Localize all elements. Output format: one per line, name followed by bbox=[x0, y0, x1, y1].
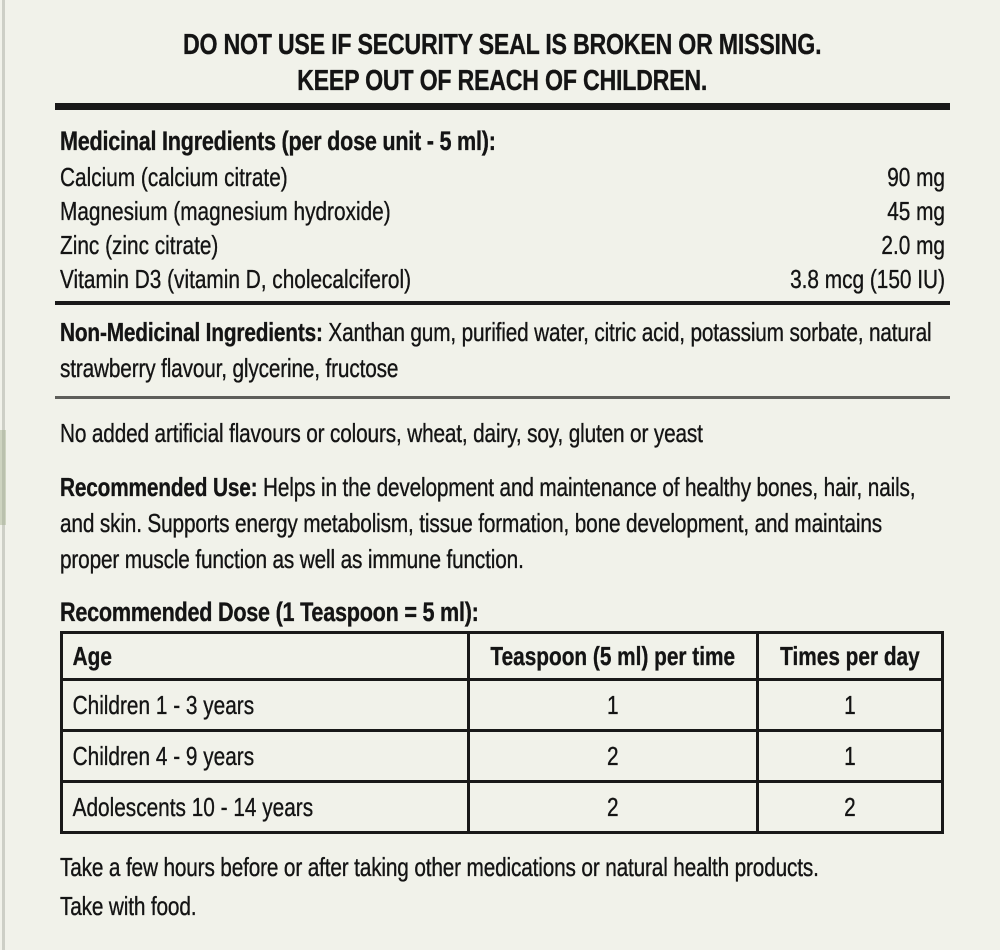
directions-section bbox=[60, 848, 945, 926]
cell-times: 1 bbox=[757, 680, 942, 731]
ingredient-row-calcium bbox=[60, 160, 945, 194]
divider-medium bbox=[55, 301, 950, 305]
ingredient-amount: 90 mg bbox=[887, 162, 945, 192]
dose-table bbox=[60, 631, 944, 834]
divider-gray bbox=[55, 396, 950, 399]
dose-table-header-row bbox=[62, 633, 943, 680]
recommended-use bbox=[60, 469, 945, 577]
ingredient-amount: 3.8 mcg (150 IU) bbox=[790, 264, 945, 294]
non-medicinal-ingredients bbox=[60, 314, 945, 386]
medicinal-ingredients-heading-text: Medicinal Ingredients (per dose unit - 5 ml): bbox=[60, 126, 496, 156]
ingredient-name: Zinc (zinc citrate) bbox=[60, 230, 219, 260]
ingredient-name: Vitamin D3 (vitamin D, cholecalciferol) bbox=[60, 264, 412, 294]
ingredient-amount: 45 mg bbox=[887, 196, 945, 226]
header-age-text: Age bbox=[72, 640, 112, 671]
directions-line-timing: Take a few hours before or after taking other medications or natural health products. bbox=[60, 852, 819, 882]
warning-security-seal: DO NOT USE IF SECURITY SEAL IS BROKEN OR MISSING. bbox=[183, 29, 822, 61]
directions-line-food: Take with food. bbox=[60, 891, 197, 921]
cell-teaspoon: 2 bbox=[468, 782, 757, 833]
cell-teaspoon: 2 bbox=[468, 731, 757, 782]
medicinal-ingredients-list bbox=[60, 160, 945, 296]
warnings-header bbox=[60, 27, 945, 99]
cell-age: Adolescents 10 - 14 years bbox=[62, 782, 469, 833]
cell-times: 1 bbox=[757, 731, 942, 782]
recommended-dose-heading bbox=[60, 595, 945, 629]
recommended-use-label: Recommended Use: bbox=[60, 472, 258, 502]
dose-row-children-1-3 bbox=[62, 680, 943, 731]
ingredient-name: Calcium (calcium citrate) bbox=[60, 162, 288, 192]
header-teaspoon-text: Teaspoon (5 ml) per time bbox=[490, 640, 736, 671]
non-medicinal-text: Xanthan gum, purified water, citric acid, potassium sorbate, natural strawberry flavour, glycerine, fructose bbox=[60, 317, 932, 383]
medicinal-ingredients-heading bbox=[60, 124, 945, 158]
dose-table-body bbox=[62, 680, 943, 833]
ingredient-row-vitamin-d3 bbox=[60, 262, 945, 296]
warning-keep-out-of-reach: KEEP OUT OF REACH OF CHILDREN. bbox=[297, 65, 708, 97]
header-teaspoon-per-time bbox=[468, 633, 757, 680]
header-times-per-day bbox=[757, 633, 942, 680]
header-age bbox=[62, 633, 469, 680]
header-times-text: Times per day bbox=[780, 640, 920, 671]
dose-row-children-4-9 bbox=[62, 731, 943, 782]
non-medicinal-label: Non-Medicinal Ingredients: bbox=[60, 317, 323, 347]
recommended-use-text: Helps in the development and maintenance of healthy bones, hair, nails, and skin. Supports energy metabolism, tissue formation, bone development, and maintains proper muscle function as well as immune function. bbox=[60, 472, 916, 574]
divider-thick bbox=[55, 103, 950, 110]
medicinal-ingredients-section bbox=[60, 124, 945, 296]
dose-row-adolescents-10-14 bbox=[62, 782, 943, 833]
ingredient-row-magnesium bbox=[60, 194, 945, 228]
cell-teaspoon: 1 bbox=[468, 680, 757, 731]
dose-table-head bbox=[62, 633, 943, 680]
ingredient-row-zinc bbox=[60, 228, 945, 262]
recommended-dose-heading-text: Recommended Dose (1 Teaspoon = 5 ml): bbox=[60, 597, 479, 627]
no-added-statement: No added artificial flavours or colours, wheat, dairy, soy, gluten or yeast bbox=[60, 418, 703, 448]
cell-age: Children 4 - 9 years bbox=[62, 731, 469, 782]
cell-age: Children 1 - 3 years bbox=[62, 680, 469, 731]
ingredient-amount: 2.0 mg bbox=[881, 230, 945, 260]
cell-times: 2 bbox=[757, 782, 942, 833]
ingredient-name: Magnesium (magnesium hydroxide) bbox=[60, 196, 391, 226]
